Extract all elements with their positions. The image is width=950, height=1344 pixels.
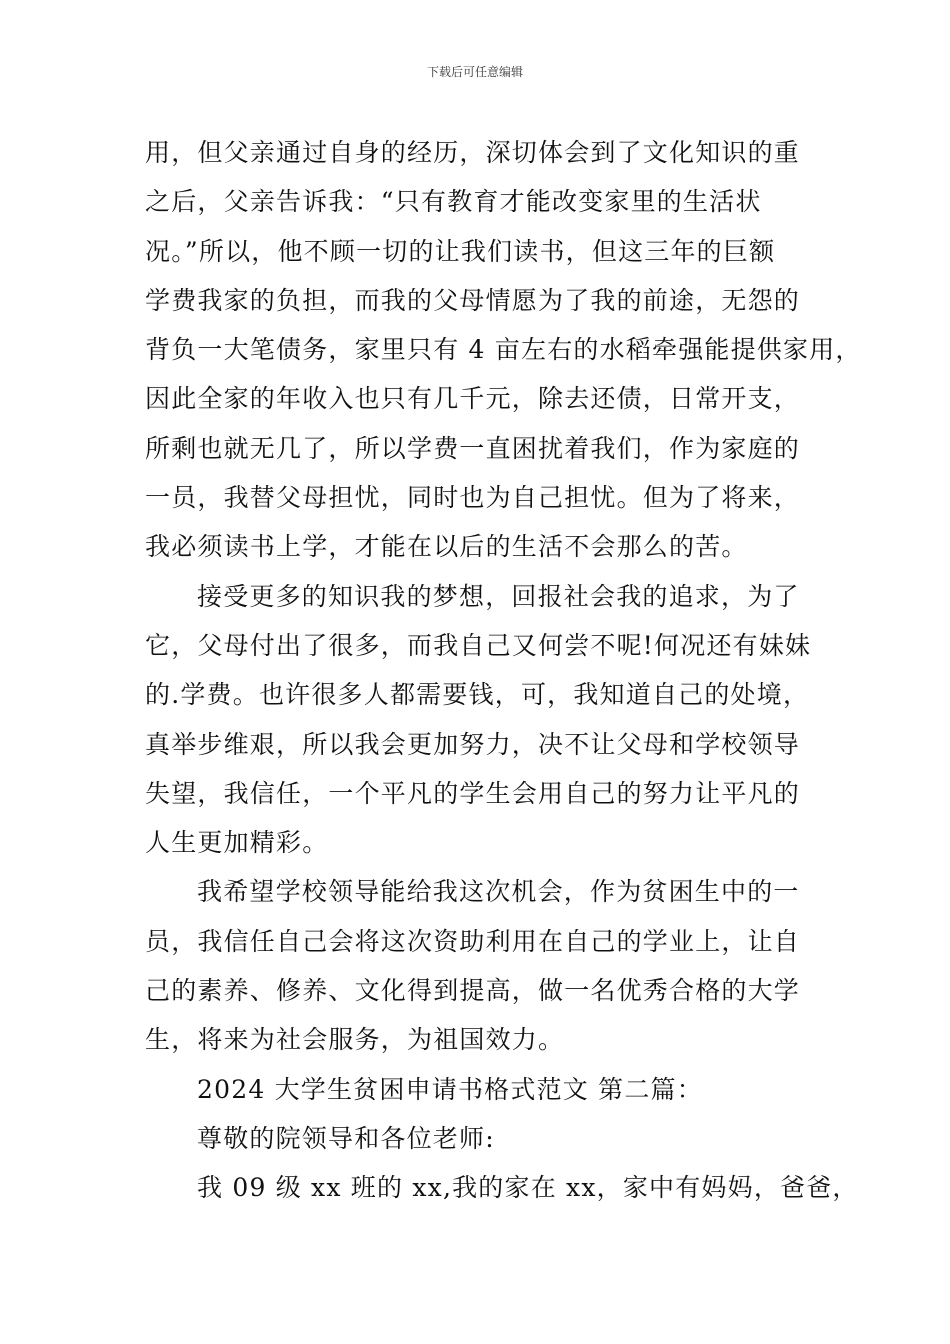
- text-line: 己的素养、修养、文化得到提高，做一名优秀合格的大学: [145, 976, 801, 1006]
- paragraph-start-line: 接受更多的知识我的梦想，回报社会我的追求，为了: [197, 581, 800, 611]
- paragraph-start-line: 我希望学校领导能给我这次机会，作为贫困生中的一: [197, 877, 800, 907]
- text-line: 真举步维艰，所以我会更加努力，决不让父母和学校领导: [145, 729, 801, 759]
- text-line: 所剩也就无几了，所以学费一直困扰着我们，作为家庭的: [145, 433, 801, 463]
- text-line: 我必须读书上学，才能在以后的生活不会那么的苦。: [145, 532, 748, 562]
- section-heading: 2024 大学生贫困申请书格式范文 第二篇：: [197, 1074, 703, 1104]
- paragraph-start-line: 我 09 级 xx 班的 xx,我的家在 xx，家中有妈妈，爸爸，: [197, 1173, 859, 1203]
- text-line: 人生更加精彩。: [145, 828, 329, 858]
- document-body: [145, 128, 862, 1213]
- text-line: 因此全家的年收入也只有几千元，除去还债，日常开支，: [145, 384, 801, 414]
- text-line: 员，我信任自己会将这次资助利用在自己的学业上，让自: [145, 926, 801, 956]
- text-line: 学费我家的负担，而我的父母情愿为了我的前途，无怨的: [145, 285, 801, 315]
- text-line: 况。”所以，他不顾一切的让我们读书，但这三年的巨额: [145, 236, 776, 266]
- text-line: 用，但父亲通过自身的经历，深切体会到了文化知识的重: [145, 138, 801, 167]
- text-line: 失望，我信任，一个平凡的学生会用自己的努力让平凡的: [145, 778, 801, 808]
- page-header: 下载后可任意编辑: [426, 65, 523, 79]
- salutation: 尊敬的院领导和各位老师:: [197, 1123, 495, 1153]
- text-line: 之后，父亲告诉我：“只有教育才能改变家里的生活状: [145, 187, 762, 217]
- text-line: 它，父母付出了很多，而我自己又何尝不呢!何况还有妹妹: [145, 630, 812, 660]
- text-line: 的.学费。也许很多人都需要钱，可，我知道自己的处境，: [145, 680, 810, 710]
- text-line: 背负一大笔债务，家里只有 4 亩左右的水稻牵强能提供家用，: [145, 335, 862, 365]
- text-line: 生，将来为社会服务，为祖国效力。: [145, 1025, 565, 1055]
- text-line: 一员，我替父母担忧，同时也为自己担忧。但为了将来，: [145, 483, 801, 513]
